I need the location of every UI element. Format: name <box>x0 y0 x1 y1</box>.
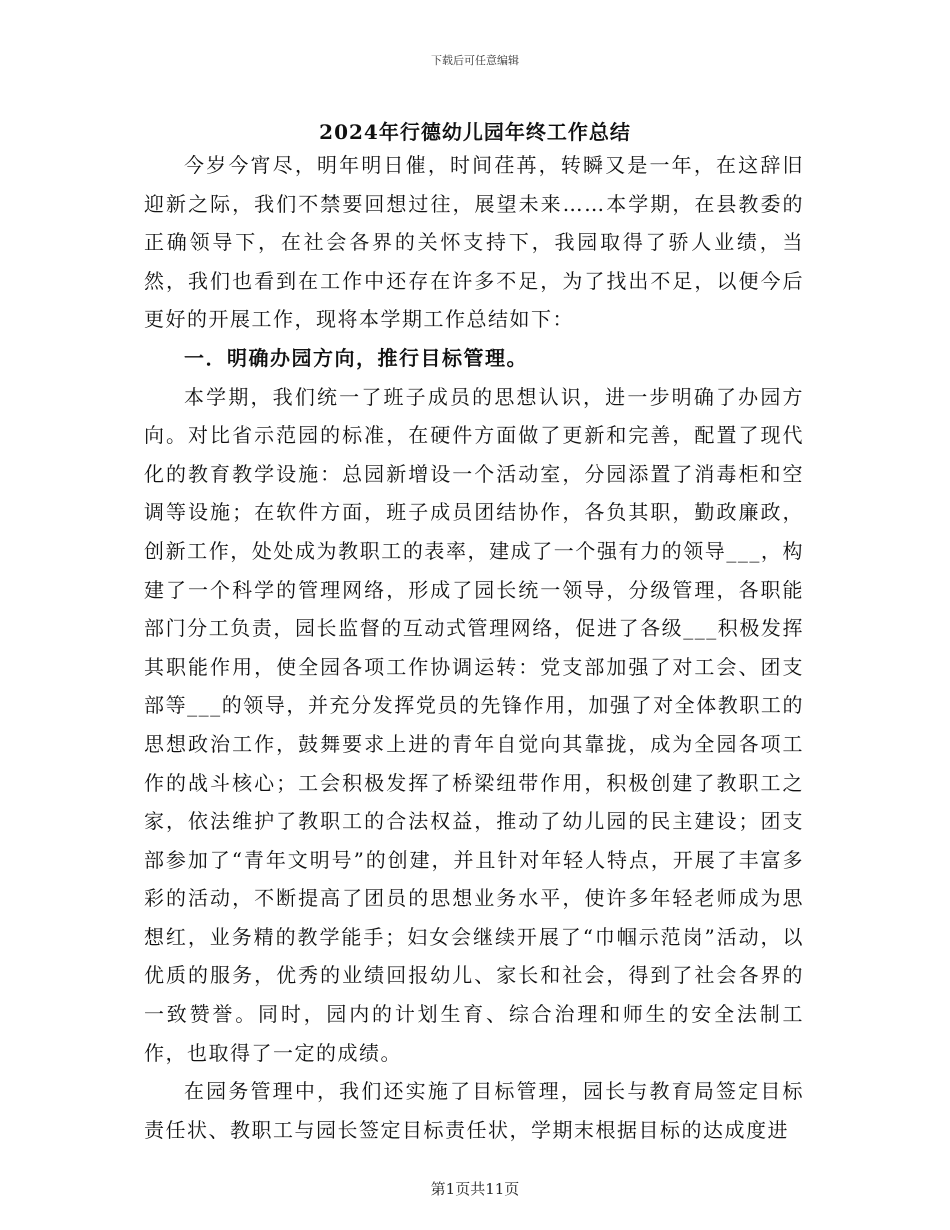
document-body <box>144 146 804 1149</box>
page-header-note: 下载后可任意编辑 <box>431 54 519 67</box>
section-heading: 一．明确办园方向，推行目标管理。 <box>184 345 528 370</box>
body-paragraph-continued: 在园务管理中，我们还实施了目标管理，园长与教育局签定目标责任状、教职工与园长签定目标责任状，学期末根据目标的达成度进 <box>144 1079 804 1142</box>
intro-paragraph: 今岁今宵尽，明年明日催，时间荏苒，转瞬又是一年，在这辞旧迎新之际，我们不禁要回想过往，展望未来……本学期，在县教委的正确领导下，在社会各界的关怀支持下，我园取得了骄人业绩，当然，我们也看到在工作中还存在许多不足，为了找出不足，以便今后更好的开展工作，现将本学期工作总结如下： <box>144 153 804 332</box>
document-title: 2024年行德幼儿园年终工作总结 <box>319 120 631 144</box>
body-paragraph: 本学期，我们统一了班子成员的思想认识，进一步明确了办园方向。对比省示范园的标准，在硬件方面做了更新和完善，配置了现代化的教育教学设施：总园新增设一个活动室，分园添置了消毒柜和空调等设施；在软件方面，班子成员团结协作，各负其职，勤政廉政，创新工作，处处成为教职工的表率，建成了一个强有力的领导___，构建了一个科学的管理网络，形成了园长统一领导，分级管理，各职能部门分工负责，园长监督的互动式管理网络，促进了各级___积极发挥其职能作用，使全园各项工作协调运转：党支部加强了对工会、团支部等___的领导，并充分发挥党员的先锋作用，加强了对全体教职工的思想政治工作，鼓舞要求上进的青年自觉向其靠拢，成为全园各项工作的战斗核心；工会积极发挥了桥梁纽带作用，积极创建了教职工之家，依法维护了教职工的合法权益，推动了幼儿园的民主建设；团支部参加了“青年文明号”的创建，并且针对年轻人特点，开展了丰富多彩的活动，不断提高了团员的思想业务水平，使许多年轻老师成为思想红，业务精的教学能手；妇女会继续开展了“巾帼示范岗”活动，以优质的服务，优秀的业绩回报幼儿、家长和社会，得到了社会各界的一致赞誉。同时，园内的计划生育、综合治理和师生的安全法制工作，也取得了一定的成绩。 <box>144 384 804 1065</box>
page-number-footer: 第1页共11页 <box>430 1180 520 1198</box>
